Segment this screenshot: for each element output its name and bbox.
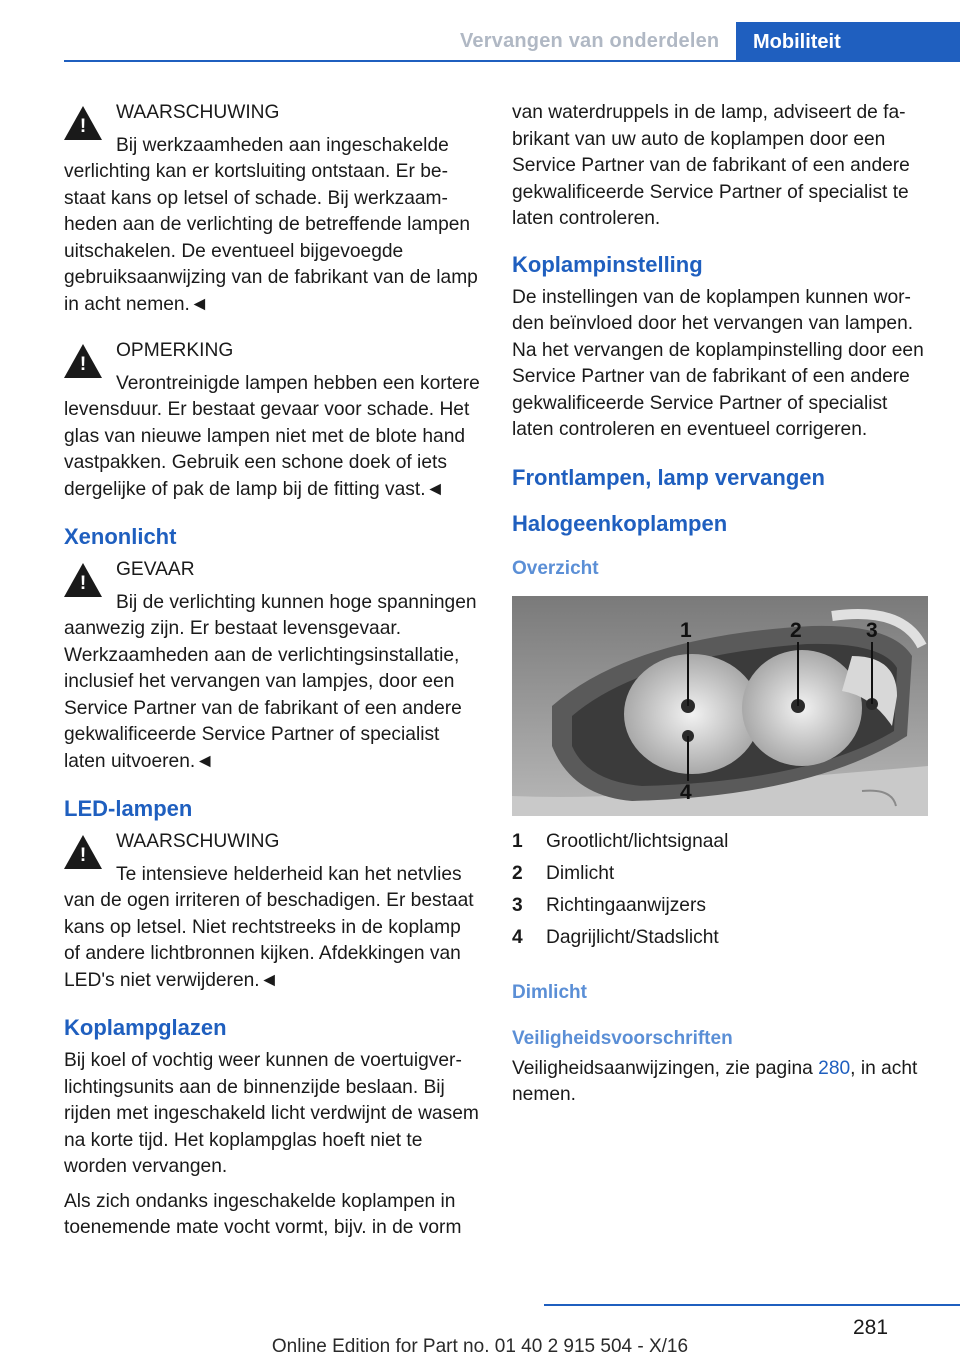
header-chapter-tab: Mobiliteit (736, 22, 960, 62)
legend-text: Richtingaanwijzers (546, 894, 706, 916)
figure-label-2: 2 (790, 618, 802, 642)
warning-triangle-icon: ! (64, 344, 102, 378)
warning-text: Bij werkzaamheden aan ingeschakelde verlichting kan er kortsluiting ontstaan. Er bestaat kans op letsel of schade. Bij werkzaamheden aan de verlichting de betreffende lampen uitschakelen. De eventueel bijgevoegde gebruiksaanwijzing van de fabrikant van de lamp in acht nemen.◄ (64, 134, 478, 315)
safety-text: Veiligheidsaanwijzingen, zie pagina 280, in acht nemen. (512, 1057, 918, 1105)
warning-label: WAARSCHUWING (116, 102, 280, 123)
figure-label-3: 3 (866, 618, 878, 642)
legend-number: 3 (512, 894, 523, 916)
headlight-glass-heading: Koplampglazen (64, 1015, 227, 1040)
headlight-figure (512, 596, 928, 816)
header-section-title: Vervangen van onderdelen (460, 30, 720, 52)
led-warning-label: WAARSCHUWING (116, 831, 280, 852)
header-rule (64, 60, 960, 62)
warning-triangle-icon: ! (64, 106, 102, 140)
warning-triangle-icon: ! (64, 835, 102, 869)
right-column (512, 100, 928, 1117)
danger-label: GEVAAR (116, 559, 195, 580)
danger-text: Bij de verlichting kunnen hoge spanningen aanwezig zijn. Er bestaat levensgevaar. Werkzaamheden aan de verlichtingsinstallatie, inclusief het vervangen van lampjes, door een Service Partner van de fabrikant of een andere gekwalificeerde Service Partner of specialist laten uitvoeren.◄ (64, 591, 477, 772)
legend-text: Dagrijlicht/Stadslicht (546, 926, 719, 948)
legend-item (512, 826, 928, 858)
page-number: 281 (853, 1316, 889, 1339)
figure-label-4: 4 (680, 780, 692, 804)
legend-number: 4 (512, 926, 523, 948)
front-lamps-heading: Frontlampen, lamp vervangen (512, 464, 825, 490)
left-column (64, 100, 480, 1250)
legend-item (512, 922, 928, 954)
notice-block (64, 338, 480, 503)
headlight-glass-paragraph-2: Als zich ondanks ingeschakelde koplampen in toenemende mate vocht vormt, bijv. in de vorm (64, 1190, 462, 1238)
low-beam-heading: Dimlicht (512, 981, 587, 1003)
danger-block (64, 557, 480, 775)
headlight-setting-heading: Koplampinstelling (512, 251, 703, 277)
legend-item (512, 858, 928, 890)
legend-number: 2 (512, 862, 523, 884)
legend-item (512, 890, 928, 922)
legend-text: Dimlicht (546, 862, 615, 884)
figure-label-1: 1 (680, 618, 692, 642)
safety-heading: Veiligheidsvoorschriften (512, 1027, 733, 1049)
overview-heading: Overzicht (512, 557, 599, 579)
headlight-setting-text: De instellingen van de koplampen kunnen worden beïnvloed door het vervangen van lampen. Na het vervangen de koplampinstelling door een Service Partner van de fabrikant of een andere gekwalificeerde Service Partner of specialist laten controleren en eventueel corrigeren. (512, 286, 924, 440)
led-heading: LED-lampen (64, 796, 193, 821)
page-header (0, 0, 960, 62)
legend-text: Grootlicht/lichtsignaal (546, 830, 729, 852)
halogen-heading: Halogeenkoplampen (512, 510, 728, 536)
headlight-glass-paragraph-1: Bij koel of vochtig weer kunnen de voertuigverlichtingsunits aan de binnenzijde beslaan. Bij rijden met ingeschakeld licht verdwijnt de wasem na korte tijd. Het koplampglas hoeft niet te worden vervangen. (64, 1050, 479, 1177)
notice-label: OPMERKING (116, 340, 234, 361)
figure-legend (512, 826, 928, 954)
led-warning-block (64, 829, 480, 994)
xenon-heading: Xenonlicht (64, 524, 177, 549)
footer-rule (544, 1304, 960, 1306)
page-reference-link[interactable]: 280 (818, 1057, 851, 1079)
legend-number: 1 (512, 830, 523, 852)
continued-paragraph: van waterdruppels in de lamp, adviseert de fabrikant van uw auto de koplampen door een Service Partner van de fabrikant of een andere gekwalificeerde Service Partner of specialist te laten controleren. (512, 102, 910, 229)
warning-block (64, 100, 480, 318)
warning-triangle-icon: ! (64, 563, 102, 597)
notice-text: Verontreinigde lampen hebben een kortere levensduur. Er bestaat gevaar voor schade. Het glas van nieuwe lampen niet met de blote hand vastpakken. Gebruik een schone doek of iets dergelijke of pak de lamp bij de fitting vast.◄ (64, 372, 480, 500)
led-warning-text: Te intensieve helderheid kan het netvlies van de ogen irriteren of beschadigen. Er bestaat kans op letsel. Niet rechtstreeks in de koplamp of andere lichtbronnen kijken. Afdekkingen van LED's niet verwijderen.◄ (64, 863, 474, 991)
edition-footer: Online Edition for Part no. 01 40 2 915 504 - X/16 (271, 1336, 689, 1357)
